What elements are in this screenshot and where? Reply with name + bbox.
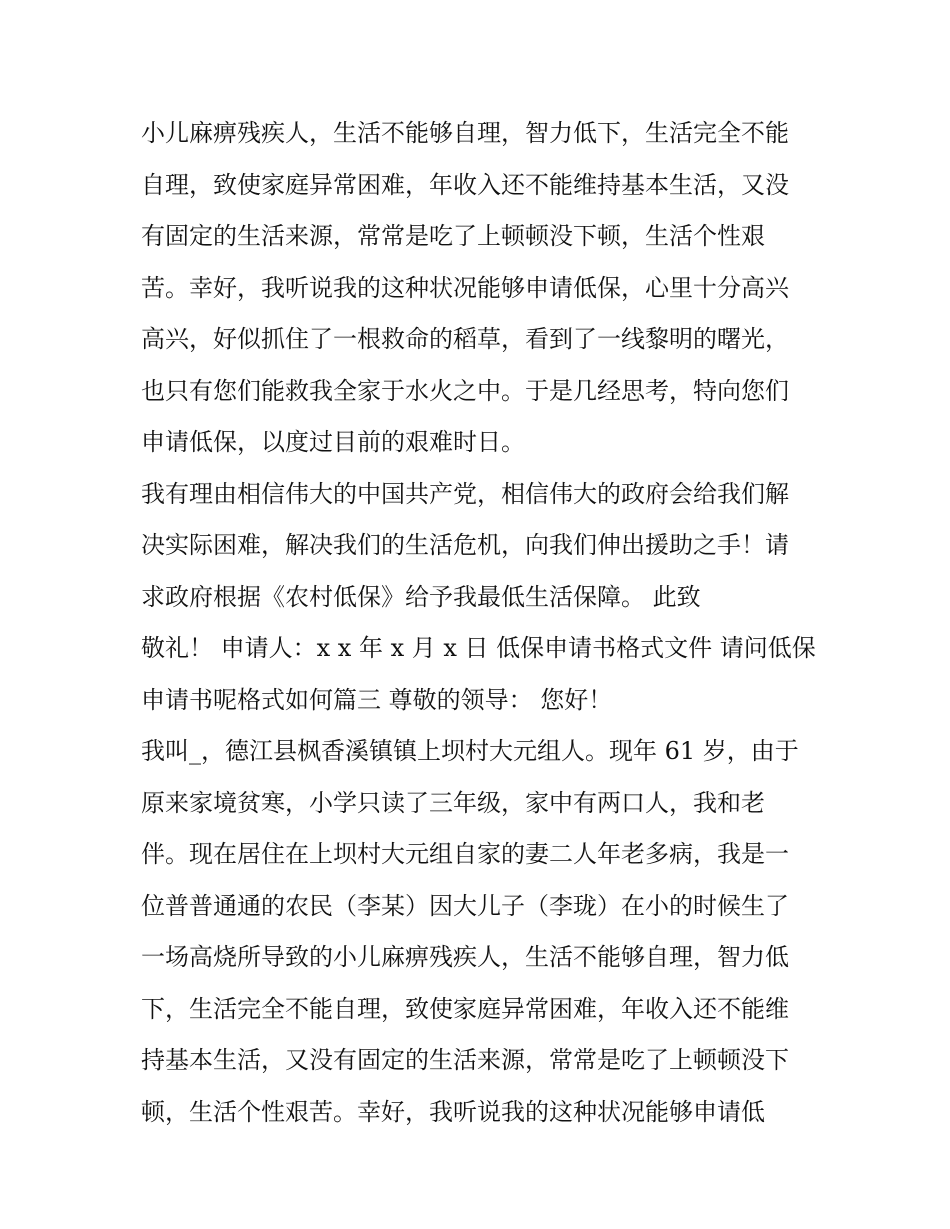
document-body [141,108,821,1138]
text-line: 下，生活完全不能自理，致使家庭异常困难，年收入还不能维 [141,994,789,1023]
text-line: 伴。现在居住在上坝村大元组自家的妻二人年老多病，我是一 [141,840,789,868]
text-line: 位普普通通的农民（李某）因大儿子（李珑）在小的时候生了 [141,891,789,920]
text-line: 也只有您们能救我全家于水火之中。于是几经思考，特向您们 [141,376,789,405]
text-line: 决实际困难，解决我们的生活危机，向我们伸出援助之手！请 [141,531,789,559]
text-line: 小儿麻痹残疾人，生活不能够自理，智力低下，生活完全不能 [141,119,789,147]
text-line: 一场高烧所导致的小儿麻痹残疾人，生活不能够自理，智力低 [141,943,789,971]
text-line: 苦。幸好，我听说我的这种状况能够申请低保，心里十分高兴 [141,273,789,302]
text-line: 我有理由相信伟大的中国共产党，相信伟大的政府会给我们解 [141,479,789,508]
text-line: 原来家境贫寒，小学只读了三年级，家中有两口人，我和老 [141,788,765,817]
text-line: 自理，致使家庭异常困难，年收入还不能维持基本生活，又没 [141,170,789,199]
text-line: 顿，生活个性艰苦。幸好，我听说我的这种状况能够申请低 [141,1097,765,1126]
text-line: 申请书呢格式如何篇三 尊敬的领导： 您好！ [141,685,613,714]
text-line: 高兴，好似抓住了一根救命的稻草，看到了一线黎明的曙光， [141,325,789,353]
text-line: 有固定的生活来源，常常是吃了上顿顿没下顿，生活个性艰 [141,222,765,250]
text-line: 申请低保，以度过目前的艰难时日。 [141,428,525,456]
text-line: 我叫_，德江县枫香溪镇镇上坝村大元组人。现年 61 岁，由于 [141,737,799,765]
text-line: 求政府根据《农村低保》给予我最低生活保障。 此致 [141,582,701,611]
text-line: 持基本生活，又没有固定的生活来源，常常是吃了上顿顿没下 [141,1046,789,1074]
text-line: 敬礼！ 申请人：x x 年 x 月 x 日 低保申请书格式文件 请问低保 [141,634,816,662]
